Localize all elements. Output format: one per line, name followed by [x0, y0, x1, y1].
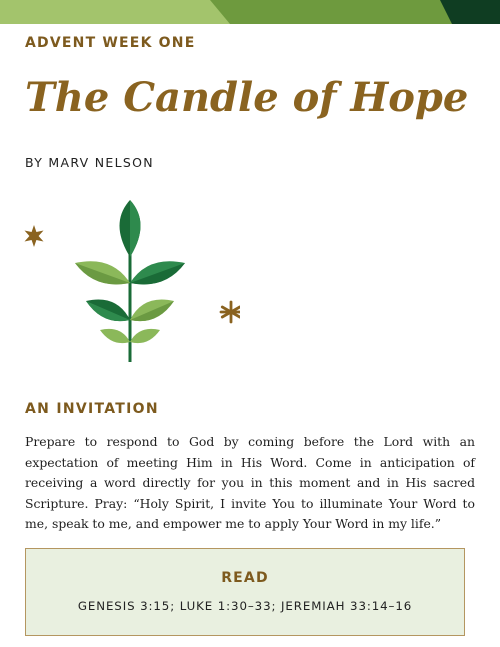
kicker-label: ADVENT WEEK ONE: [25, 35, 196, 51]
section-heading: AN INVITATION: [25, 401, 159, 417]
page-title: The Candle of Hope: [25, 74, 469, 121]
illustration: [20, 195, 240, 374]
scripture-references: GENESIS 3:15; LUKE 1:30–33; JEREMIAH 33:14–16: [77, 599, 413, 613]
star-icon: [25, 225, 44, 247]
star-icon: [221, 302, 240, 322]
read-box: [25, 548, 465, 636]
read-label: READ: [221, 570, 269, 586]
invitation-paragraph: Prepare to respond to God by coming before the Lord with an expectation of meeting Him in His Word. Come in anticipation of receiving a word directly for you in this moment and in His sacred Scripture. Pray: “Holy Spirit, I invite You to illuminate Your Word to me, speak to me, and empower me to apply Your Word in my life.”: [25, 434, 475, 531]
top-decorative-band: [0, 0, 500, 24]
leafy-branch-icon: [75, 200, 185, 362]
byline: BY MARV NELSON: [25, 155, 154, 170]
